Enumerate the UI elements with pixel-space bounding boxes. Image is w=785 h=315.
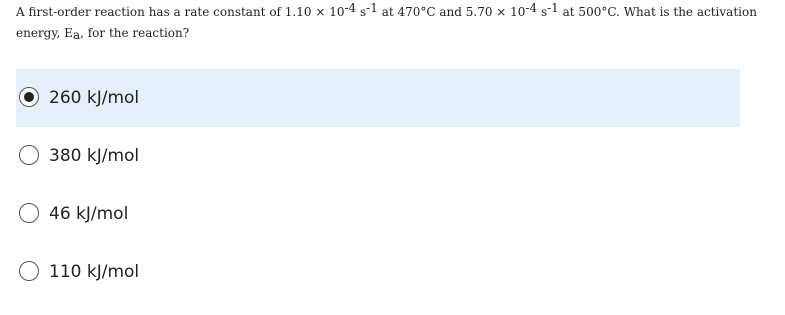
exponent: -4 bbox=[344, 1, 357, 15]
answer-label: 110 kJ/mol bbox=[49, 262, 140, 282]
answer-label: 380 kJ/mol bbox=[49, 146, 140, 166]
question-part: at 500°C. What is the activation energy, E bbox=[16, 5, 757, 40]
question-part: s bbox=[356, 5, 367, 19]
unit-exponent: -1 bbox=[547, 1, 559, 15]
radio-button-selected[interactable] bbox=[19, 87, 39, 107]
question-text bbox=[16, 2, 768, 44]
subscript: a bbox=[72, 28, 81, 42]
unit-exponent: -1 bbox=[366, 1, 378, 15]
answer-label: 46 kJ/mol bbox=[49, 204, 129, 224]
radio-button[interactable] bbox=[19, 145, 39, 165]
answer-option-1[interactable] bbox=[16, 69, 740, 127]
radio-dot-icon bbox=[24, 92, 34, 102]
exponent: -4 bbox=[525, 1, 538, 15]
question-part: A first-order reaction has a rate constant of 1.10 × 10 bbox=[16, 5, 345, 19]
radio-button[interactable] bbox=[19, 203, 39, 223]
answer-option-4[interactable] bbox=[16, 243, 740, 301]
question-part: s bbox=[537, 5, 548, 19]
question-part: , for the reaction? bbox=[80, 26, 190, 40]
answer-options bbox=[16, 69, 740, 301]
answer-option-3[interactable] bbox=[16, 185, 740, 243]
question-part: at 470°C and 5.70 × 10 bbox=[377, 5, 526, 19]
radio-button[interactable] bbox=[19, 261, 39, 281]
answer-label: 260 kJ/mol bbox=[49, 88, 140, 108]
answer-option-2[interactable] bbox=[16, 127, 740, 185]
